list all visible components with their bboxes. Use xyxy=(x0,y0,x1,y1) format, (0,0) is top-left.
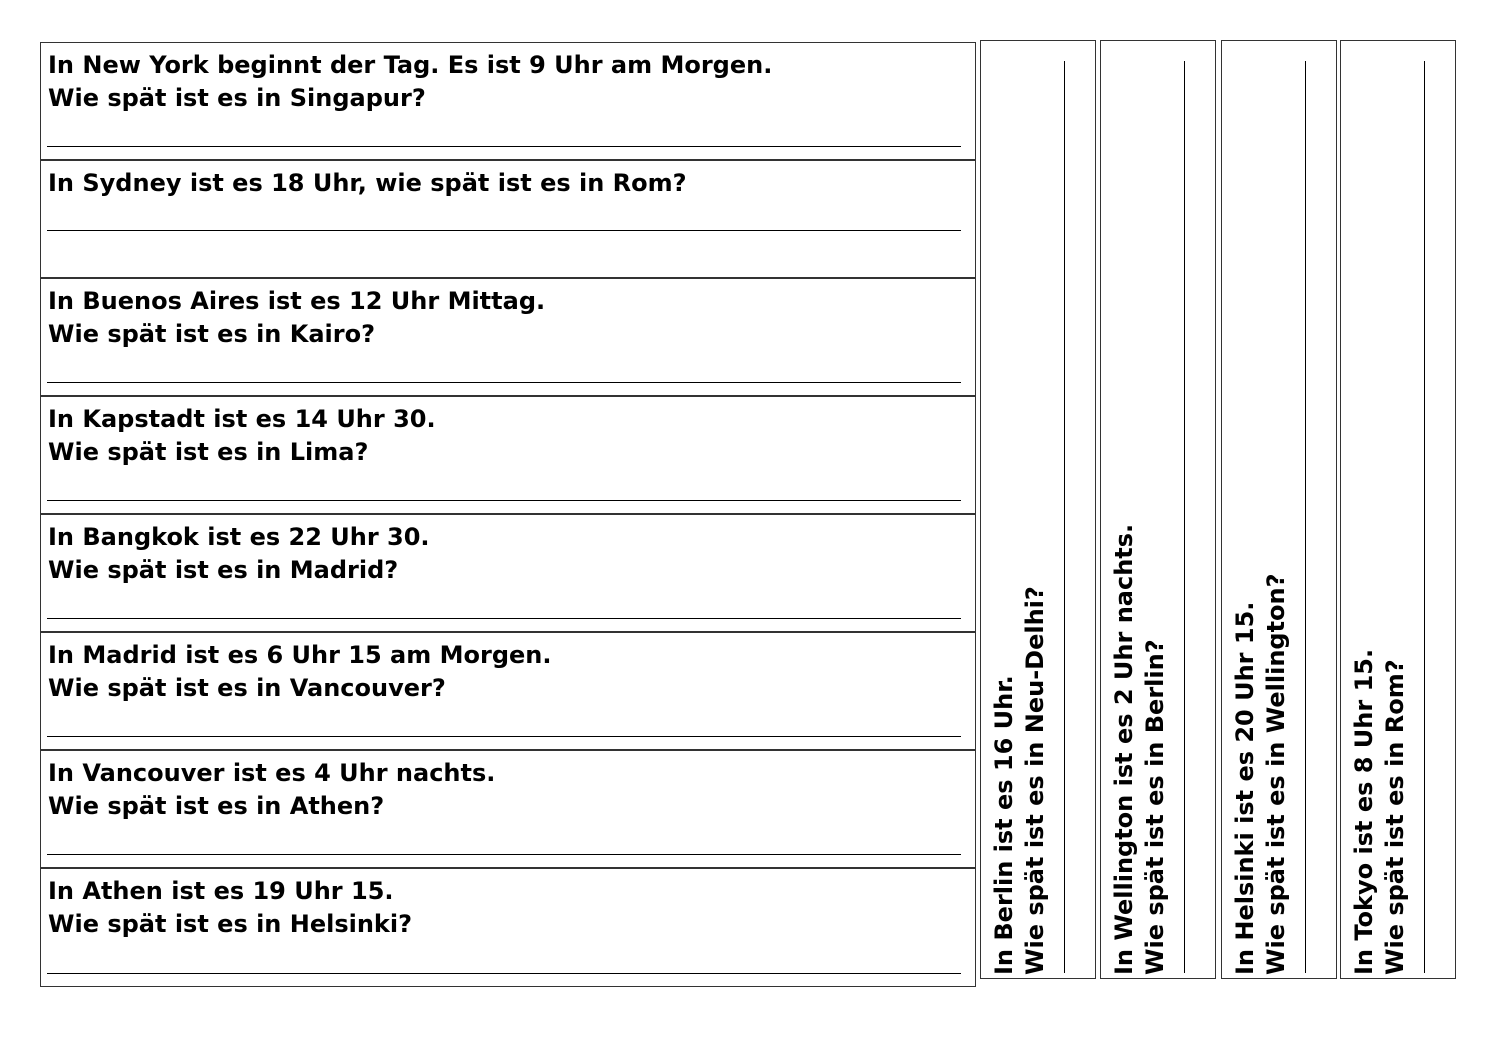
question-card xyxy=(40,868,976,987)
vertical-question-card xyxy=(1221,40,1337,979)
question-prompt: Wie spät ist es in Athen? xyxy=(48,792,385,820)
vertical-question-card xyxy=(1100,40,1216,979)
question-statement: In Helsinki ist es 20 Uhr 15. xyxy=(1231,601,1259,975)
answer-line[interactable] xyxy=(1184,61,1185,973)
vertical-question-text xyxy=(1349,75,1411,975)
question-statement: In Madrid ist es 6 Uhr 15 am Morgen. xyxy=(48,641,552,669)
vertical-question-card xyxy=(1340,40,1456,979)
vertical-question-text xyxy=(1230,75,1292,975)
question-prompt: Wie spät ist es in Singapur? xyxy=(48,84,426,112)
answer-line[interactable] xyxy=(1424,61,1425,973)
answer-line[interactable] xyxy=(47,382,961,383)
answer-line[interactable] xyxy=(47,230,961,231)
question-prompt: Wie spät ist es in Helsinki? xyxy=(48,910,413,938)
answer-line[interactable] xyxy=(47,736,961,737)
question-statement: In Tokyo ist es 8 Uhr 15. xyxy=(1350,648,1378,975)
vertical-question-text xyxy=(1109,75,1171,975)
question-statement: In Berlin ist es 16 Uhr. xyxy=(990,675,1018,975)
question-statement: In Bangkok ist es 22 Uhr 30. xyxy=(48,523,430,551)
question-card xyxy=(40,160,976,278)
question-statement: In New York beginnt der Tag. Es ist 9 Uhr am Morgen. xyxy=(48,51,773,79)
answer-line[interactable] xyxy=(47,500,961,501)
vertical-question-card xyxy=(980,40,1096,979)
question-prompt: Wie spät ist es in Vancouver? xyxy=(48,674,446,702)
answer-line[interactable] xyxy=(47,973,961,974)
question-prompt: Wie spät ist es in Rom? xyxy=(1381,659,1409,975)
answer-line[interactable] xyxy=(47,618,961,619)
question-statement: In Kapstadt ist es 14 Uhr 30. xyxy=(48,405,436,433)
question-prompt: Wie spät ist es in Kairo? xyxy=(48,320,376,348)
answer-line[interactable] xyxy=(1305,61,1306,973)
question-statement: In Athen ist es 19 Uhr 15. xyxy=(48,877,394,905)
question-prompt: Wie spät ist es in Berlin? xyxy=(1141,639,1169,975)
vertical-question-text xyxy=(989,75,1051,975)
question-statement: In Sydney ist es 18 Uhr, wie spät ist es in Rom? xyxy=(48,169,687,197)
answer-line[interactable] xyxy=(1064,61,1065,973)
question-card xyxy=(40,42,976,160)
question-card xyxy=(40,278,976,396)
question-card xyxy=(40,632,976,750)
question-card xyxy=(40,750,976,868)
question-prompt: Wie spät ist es in Wellington? xyxy=(1262,573,1290,975)
question-prompt: Wie spät ist es in Madrid? xyxy=(48,556,399,584)
question-prompt: Wie spät ist es in Lima? xyxy=(48,438,369,466)
question-statement: In Buenos Aires ist es 12 Uhr Mittag. xyxy=(48,287,546,315)
question-card xyxy=(40,514,976,632)
answer-line[interactable] xyxy=(47,854,961,855)
question-card xyxy=(40,396,976,514)
question-prompt: Wie spät ist es in Neu-Delhi? xyxy=(1021,586,1049,975)
answer-line[interactable] xyxy=(47,146,961,147)
question-statement: In Wellington ist es 2 Uhr nachts. xyxy=(1110,523,1138,975)
question-statement: In Vancouver ist es 4 Uhr nachts. xyxy=(48,759,496,787)
